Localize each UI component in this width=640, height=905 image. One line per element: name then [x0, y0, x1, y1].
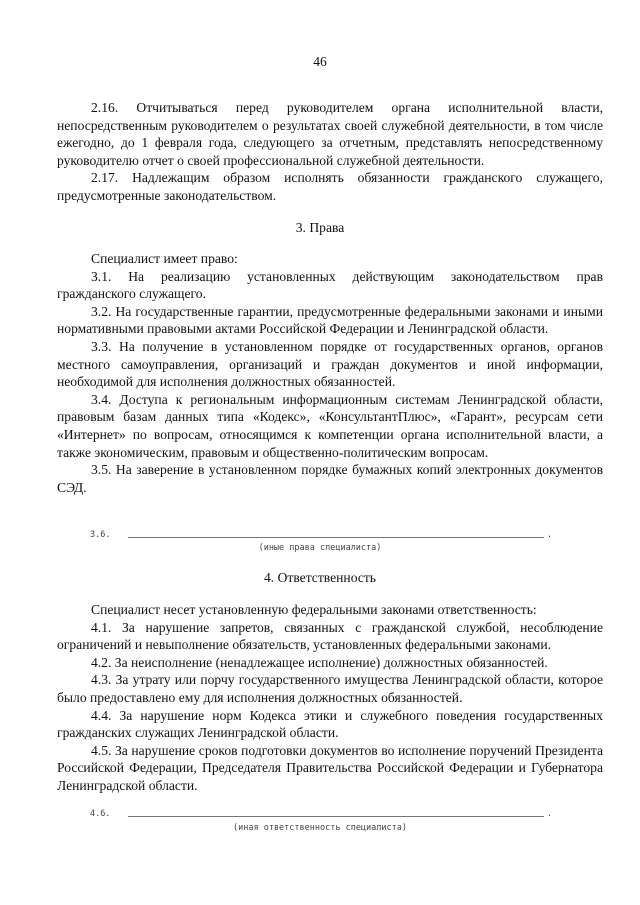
fill-number-4-6: 4.6.: [90, 809, 111, 819]
section-4-intro: Специалист несет установленную федеральными законами ответственность:: [91, 602, 537, 617]
blank-rule: [128, 816, 544, 817]
item-4-2: 4.2. За неисполнение (ненадлежащее исполнение) должностных обязанностей.: [91, 654, 548, 670]
section-4-body: [57, 601, 603, 795]
fill-end: .: [546, 809, 552, 819]
item-4-3: 4.3. За утрату или порчу государственного имущества Ленинградской области, которое было предоставлено ему для исполнения должностных обязанностей.: [57, 672, 603, 705]
item-3-4: 3.4. Доступа к региональным информационным системам Ленинградской области, правовым базам данных типа «Кодекс», «КонсультантПлюс», «Гарант», ресурсам сети «Интернет» по вопросам, относящимся к компетенции органа исполнительной власти, а также экономическим, правовым и общественно-политическим вопросам.: [57, 391, 603, 460]
section-3-body: [57, 250, 603, 496]
item-3-5: 3.5. На заверение в установленном порядке бумажных копий электронных документов СЭД.: [57, 462, 603, 495]
item-4-4: 4.4. За нарушение норм Кодекса этики и служебного поведения государственных гражданских служащих Ленинградской области.: [57, 707, 603, 741]
item-3-1: 3.1. На реализацию установленных действующим законодательством прав гражданского служащего.: [57, 268, 603, 302]
item-3-2: 3.2. На государственные гарантии, предусмотренные федеральными законами и иными нормативными правовыми актами Российской Федерации и Ленинградской области.: [57, 303, 603, 337]
fill-line-3-6: [90, 527, 552, 541]
paragraph-2-16: 2.16. Отчитываться перед руководителем органа исполнительной власти, непосредственным руководителем о результатах своей служебной деятельности, в том числе ежегодно, до 1 февраля года, следующего за отчетным, представлять непосредственному руководителю отчет о своей профессиональной служебной деятельности.: [57, 100, 603, 168]
item-3-3: 3.3. На получение в установленном порядке от государственных органов, органов местного самоуправления, организаций и граждан документов и иной информации, необходимой для исполнения должностных обязанностей.: [57, 338, 603, 390]
page-number: 46: [313, 54, 327, 69]
fill-caption-3-6: (иные права специалиста): [258, 543, 382, 553]
item-4-5: 4.5. За нарушение сроков подготовки документов во исполнение поручений Президента Российской Федерации, Председателя Правительства Российской Федерации и Губернатора Ленинградской области.: [57, 742, 603, 793]
fill-line-4-6: [90, 806, 552, 820]
fill-end: .: [546, 530, 552, 540]
section-4-heading: 4. Ответственность: [263, 570, 377, 585]
paragraph-2-17: 2.17. Надлежащим образом исполнять обязанности гражданского служащего, предусмотренные законодательством.: [57, 170, 603, 203]
fill-number-3-6: 3.6.: [90, 530, 111, 540]
section-3-intro: Специалист имеет право:: [91, 251, 238, 266]
fill-caption-4-6: (иная ответственность специалиста): [233, 823, 407, 833]
item-4-1: 4.1. За нарушение запретов, связанных с гражданской службой, несоблюдение ограничений и невыполнение обязательств, установленных федеральными законами.: [57, 619, 603, 653]
blank-rule: [128, 537, 544, 538]
obligations-tail: [57, 99, 603, 205]
section-3-heading: 3. Права: [295, 220, 345, 235]
